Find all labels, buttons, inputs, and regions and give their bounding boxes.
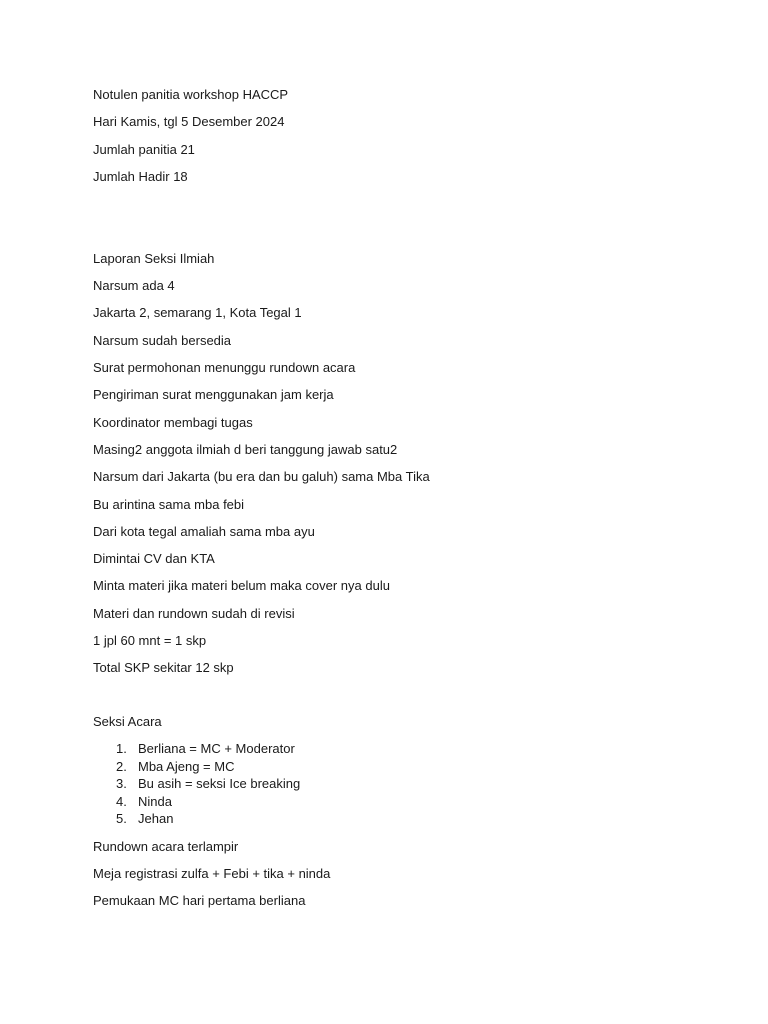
paragraph-line: Minta materi jika materi belum maka cover nya dulu [93, 578, 390, 594]
list-item-text: Berliana = MC + Moderator [138, 741, 295, 757]
list-item [93, 740, 693, 758]
list-number: 1. [116, 741, 127, 757]
paragraph-line: Total SKP sekitar 12 skp [93, 660, 234, 676]
section-heading-ilmiah: Laporan Seksi Ilmiah [93, 250, 215, 266]
list-item-text: Ninda [138, 793, 172, 809]
paragraph-line: Bu arintina sama mba febi [93, 496, 245, 512]
acara-notes [93, 838, 693, 910]
paragraph-line: Materi dan rundown sudah di revisi [93, 605, 295, 621]
numbered-list [93, 740, 693, 828]
spacer [93, 185, 693, 250]
committee-count: Jumlah panitia 21 [93, 141, 195, 157]
paragraph-line: Masing2 anggota ilmiah d beri tanggung jawab satu2 [93, 441, 398, 457]
paragraph-line: Pengiriman surat menggunakan jam kerja [93, 387, 334, 403]
document-title: Notulen panitia workshop HACCP [93, 87, 289, 102]
seksi-acara-section [93, 713, 693, 909]
paragraph-line: Meja registrasi zulfa + Febi + tika + ninda [93, 866, 331, 882]
list-number: 3. [116, 776, 127, 792]
list-item-text: Jehan [138, 811, 174, 827]
list-item [93, 793, 693, 811]
paragraph-line: Koordinator membagi tugas [93, 414, 253, 430]
list-item [93, 758, 693, 776]
paragraph-line: Jakarta 2, semarang 1, Kota Tegal 1 [93, 305, 302, 321]
paragraph-line: Narsum ada 4 [93, 278, 175, 294]
list-item-text: Mba Ajeng = MC [138, 758, 235, 774]
meeting-header [93, 86, 693, 185]
list-number: 4. [116, 793, 127, 809]
seksi-ilmiah-section [93, 250, 693, 676]
list-item-text: Bu asih = seksi Ice breaking [138, 776, 301, 792]
paragraph-line: Surat permohonan menunggu rundown acara [93, 360, 356, 376]
list-number: 5. [116, 811, 127, 827]
paragraph-line: Rundown acara terlampir [93, 838, 239, 854]
document-page [93, 86, 693, 920]
paragraph-line: Narsum sudah bersedia [93, 332, 232, 348]
spacer [93, 676, 693, 713]
paragraph-line: 1 jpl 60 mnt = 1 skp [93, 633, 207, 649]
meeting-date: Hari Kamis, tgl 5 Desember 2024 [93, 114, 285, 130]
list-number: 2. [116, 758, 127, 774]
paragraph-line: Dari kota tegal amaliah sama mba ayu [93, 523, 315, 539]
list-item [93, 775, 693, 793]
paragraph-line: Dimintai CV dan KTA [93, 551, 215, 567]
paragraph-line: Narsum dari Jakarta (bu era dan bu galuh) sama Mba Tika [93, 469, 430, 485]
section-heading-acara: Seksi Acara [93, 714, 162, 730]
attendance-count: Jumlah Hadir 18 [93, 168, 188, 184]
paragraph-line: Pemukaan MC hari pertama berliana [93, 893, 306, 909]
list-item [93, 810, 693, 828]
